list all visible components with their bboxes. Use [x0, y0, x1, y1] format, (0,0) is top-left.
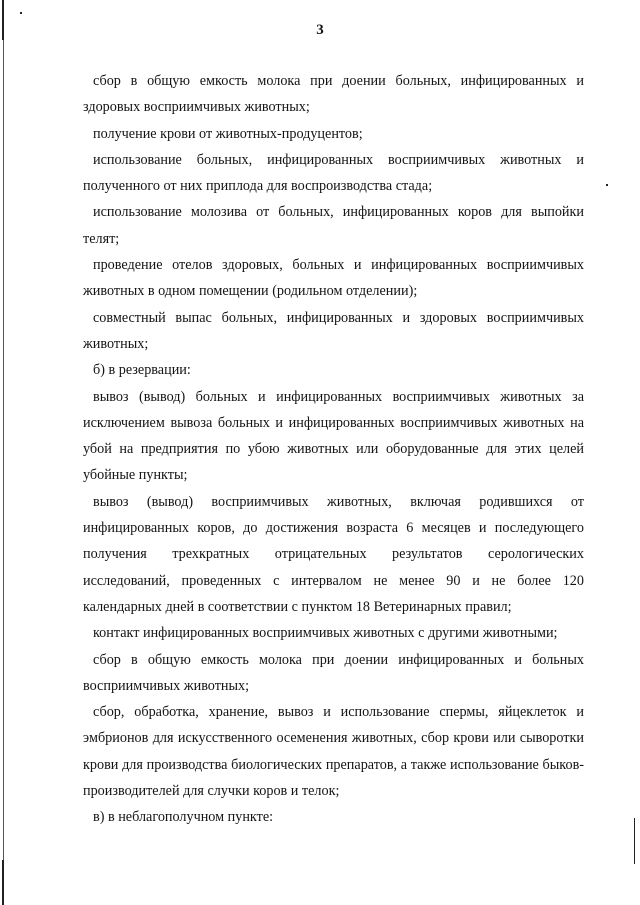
paragraph: проведение отелов здоровых, больных и инфицированных восприимчивых животных в одном помещении (родильном отделении);: [83, 257, 584, 300]
paragraph: совместный выпас больных, инфицированных и здоровых восприимчивых животных;: [83, 309, 584, 352]
paragraph: использование больных, инфицированных восприимчивых животных и полученного от них приплода для воспроизводства стада;: [83, 151, 584, 195]
section-heading-v: в) в неблагополучном пункте:: [93, 809, 274, 826]
scan-dot-top: [20, 12, 22, 14]
scan-edge-left: [3, 0, 4, 905]
scan-dot-right: [606, 184, 608, 186]
page-number: 3: [316, 22, 324, 38]
paragraph: сбор в общую емкость молока при доении больных, инфицированных и здоровых восприимчивых животных;: [83, 73, 584, 116]
paragraph: сбор в общую емкость молока при доении инфицированных и больных восприимчивых животных;: [83, 651, 584, 694]
paragraph: вывоз (вывод) больных и инфицированных восприимчивых животных за исключением вывоза больных и инфицированных восприимчивых животных на убой на предприятия по убою животных или оборудованные для этих целей убойные пункты;: [83, 388, 584, 484]
section-heading-b: б) в резервации:: [93, 362, 191, 379]
paragraph: сбор, обработка, хранение, вывоз и использование спермы, яйцеклеток и эмбрионов для искусственного осеменения животных, сбор крови или сыворотки крови для производства биологических препаратов, а также использование быков-производителей для случки коров и телок;: [83, 704, 584, 800]
paragraph: вывоз (вывод) восприимчивых животных, включая родившихся от инфицированных коров, до достижения возраста 6 месяцев и последующего получения трехкратных отрицательных результатов серологических исследований, проведенных с интервалом не менее 90 и не более 120 календарных дней в соответствии с пунктом 18 Ветеринарных правил;: [83, 493, 584, 615]
scan-edge-right-bottom: [634, 818, 635, 864]
paragraph: использование молозива от больных, инфицированных коров для выпойки телят;: [83, 204, 584, 247]
paragraph: получение крови от животных-продуцентов;: [93, 125, 363, 142]
document-body: [83, 68, 584, 831]
paragraph: контакт инфицированных восприимчивых животных с другими животными;: [93, 625, 558, 642]
scan-edge-left-bottom: [2, 860, 4, 905]
